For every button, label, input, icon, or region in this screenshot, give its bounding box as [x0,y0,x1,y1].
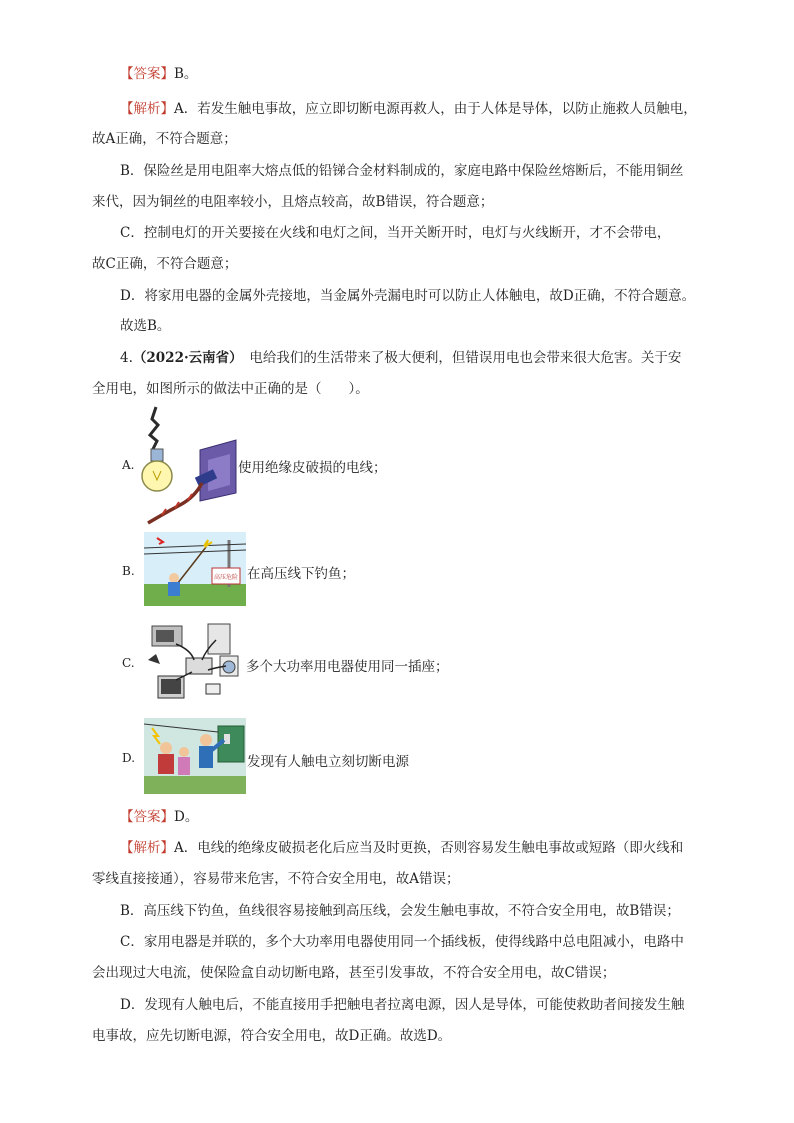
washer-door [223,661,235,673]
q4-analysis-line-7: 电事故，应先切断电源，符合安全用电，故D正确。故选D。 [92,1028,452,1044]
option-a-label: A. [122,458,135,472]
q4-analysis-line-1 [120,838,683,858]
option-a-text: 使用绝缘皮破损的电线； [238,460,387,476]
q3-analysis-line-2: 故A正确，不符合题意； [92,131,237,147]
q3-analysis-line-5: C．控制电灯的开关要接在火线和电灯之间，当开关断开时，电灯与火线断开，才不会带电， [120,225,671,241]
victim-body [158,754,174,774]
option-c-text: 多个大功率用电器使用同一插座； [246,659,449,675]
option-c-image [146,620,244,704]
bystander-body [178,757,190,775]
q3-analysis-line-4: 来代，因为铜丝的电阻率较小，且熔点较高，故B错误，符合题意； [92,194,494,210]
person-body [168,582,180,596]
q4-answer-value: D。 [174,809,199,825]
bystander-head [179,747,189,757]
option-a-image [140,405,240,525]
bulb-socket [151,449,163,461]
q3-answer-tag: 【答案】 [120,66,174,82]
q4-answer-tag: 【答案】 [120,809,174,825]
q3-analysis-text-1: A．若发生触电事故，应立即切断电源再救人，由于人体是导体，以防止施救人员触电， [174,101,697,117]
q4-number: 4. [120,350,133,366]
option-d-image [144,718,246,794]
q4-answer-line [120,807,198,827]
q3-answer-line [120,64,197,84]
option-d-text: 发现有人触电立刻切断电源 [247,754,409,770]
rescuer-body [199,746,213,768]
q4-analysis-tag: 【解析】 [120,840,174,856]
q3-analysis-tag: 【解析】 [120,101,174,117]
power-strip-icon [186,658,212,674]
q4-analysis-line-2: 零线直接接通），容易带来危害，不符合安全用电，故A错误； [92,871,460,887]
q3-answer-value: B。 [174,66,198,82]
q3-analysis-line-6: 故C正确，不符合题意； [92,256,238,272]
q4-analysis-line-3: B．高压线下钓鱼，鱼线很容易接触到高压线，会发生触电事故，不符合安全用电，故B错误； [120,903,680,919]
q3-analysis-line-1 [120,99,697,119]
grass [144,584,246,606]
iron-icon [148,654,160,664]
person-head [169,573,179,583]
q4-stem-line-2: 全用电，如图所示的做法中正确的是（ ）。 [92,381,369,397]
refrigerator-icon [208,624,230,654]
q4-analysis-line-4: C．家用电器是并联的，多个大功率用电器使用同一个插线板，使得线路中总电阻减小，电路中 [120,934,684,950]
q3-analysis-line-7: D．将家用电器的金属外壳接地，当金属外壳漏电时可以防止人体触电，故D正确，不符合题意。 [120,288,696,304]
q3-analysis-line-3: B．保险丝是用电阻率大熔点低的铅锑合金材料制成的，家庭电路中保险丝熔断后，不能用铜丝 [120,163,684,179]
q4-stem-text: 电给我们的生活带来了极大便利，但错误用电也会带来很大危害。关于安 [249,350,682,366]
q4-stem-line-1 [120,348,681,368]
option-c-label: C. [122,656,135,670]
broken-wire-top [150,407,158,449]
option-b-text: 在高压线下钓鱼； [247,566,355,582]
q4-analysis-line-6: D．发现有人触电后，不能直接用手把触电者拉离电源，因人是导体，可能使救助者间接发生触 [120,997,685,1013]
light-bulb-icon [142,461,172,491]
option-b-label: B. [122,564,135,578]
victim-head [160,742,172,754]
ground [144,776,246,794]
q3-analysis-line-8: 故选B。 [120,318,171,334]
tv-screen [161,679,181,694]
q4-source: （2022·云南省） [132,350,243,366]
rescuer-head [200,734,212,746]
q4-analysis-text-1: A．电线的绝缘皮破损老化后应当及时更换，否则容易发生触电事故或短路（即火线和 [174,840,684,856]
power-switch-icon [224,734,230,744]
q4-analysis-line-5: 会出现过大电流，使保险盒自动切断电路，甚至引发事故，不符合安全用电，故C错误； [92,965,616,981]
option-d-label: D. [122,751,136,765]
kettle-icon [206,684,220,694]
warning-sign-text: 高压危险 [213,574,239,581]
microwave-window [156,630,174,642]
option-b-image [144,532,246,606]
